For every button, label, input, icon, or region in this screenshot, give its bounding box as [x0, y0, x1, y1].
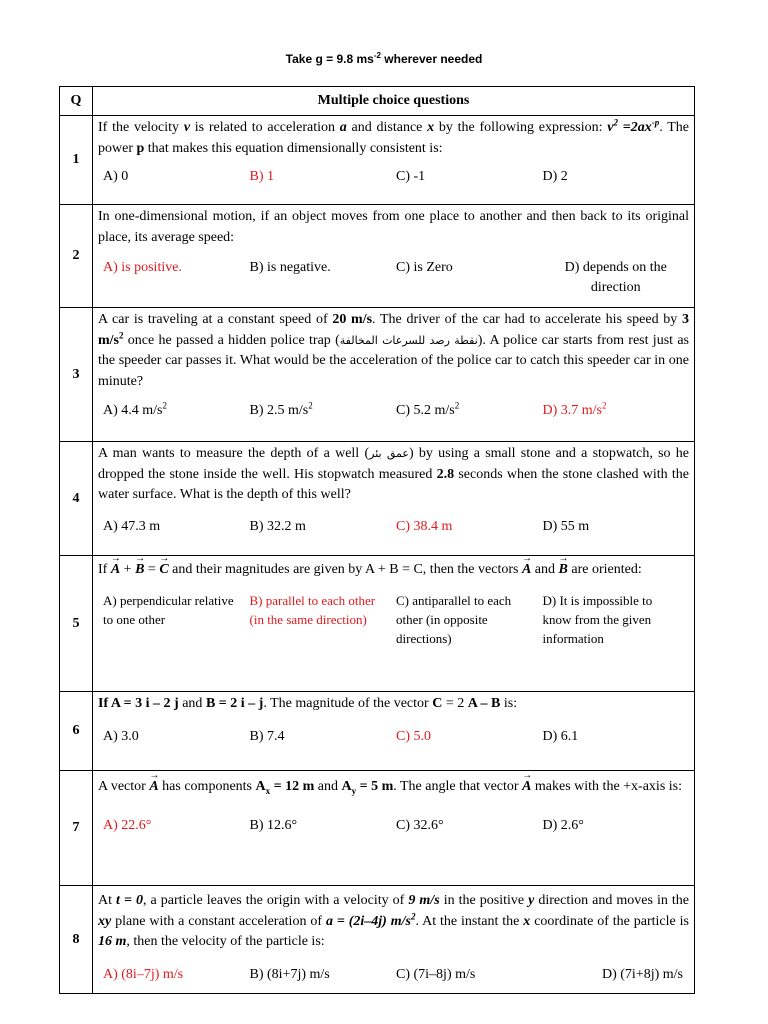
question-row-3 [60, 308, 695, 442]
question-row-5 [60, 556, 695, 692]
col-q-header: Q [60, 87, 93, 116]
option-b[interactable]: B) 1 [249, 169, 274, 184]
options-row [93, 517, 694, 537]
option-d[interactable]: D) 55 m [542, 518, 590, 534]
option-d[interactable]: D) (7i+8j) m/s [602, 966, 683, 982]
option-d[interactable]: D) 3.7 $m/s^2$ [542, 400, 607, 418]
option-a[interactable]: A) (8i–7j) m/s [103, 966, 184, 982]
option-d[interactable]: D) 2 [542, 169, 568, 184]
question-row-6 [60, 692, 695, 771]
question-number: 8 [60, 886, 93, 994]
options-row [93, 965, 694, 985]
option-a[interactable]: A) 0 [103, 169, 129, 184]
question-row-2 [60, 205, 695, 308]
question-text: If → A + → B = → C and their magnitudes are given by A + B = C, then the vectors → A and → B are oriented: [93, 556, 694, 581]
option-c[interactable]: C) 38.4 m [396, 518, 453, 534]
option-c[interactable]: C) 32.6° [396, 817, 444, 833]
option-b[interactable]: B) (8i+7j) m/s [249, 966, 330, 982]
question-row-4 [60, 442, 695, 556]
options-row [93, 401, 694, 421]
option-b[interactable]: B) is negative. [249, 260, 331, 275]
option-b[interactable]: B) parallel to each other (in the same direction) [249, 592, 376, 627]
options-row [93, 816, 694, 836]
question-text: If the velocity v is related to acceleration a and distance x by the following expression: $v^2 =2ax^{-p}$. The power p that makes this equation dimensionally consistent is: [98, 117, 690, 156]
option-b[interactable]: B) 12.6° [249, 817, 298, 833]
question-number: 4 [60, 442, 93, 556]
option-c[interactable]: C) (7i–8j) m/s [396, 966, 476, 982]
questions-table [59, 86, 695, 994]
option-b[interactable]: B) 32.2 m [249, 518, 306, 534]
question-text: A vector → A has components $A_x = 12$ m and $A_y = 5$ m. The angle that vector → A makes with the +x-axis is: [93, 771, 694, 798]
question-row-7 [60, 771, 695, 886]
option-b[interactable]: B) 7.4 [249, 728, 285, 744]
options-row [93, 727, 694, 747]
question-number: 5 [60, 556, 93, 692]
question-row-1 [60, 116, 695, 205]
question-text: At t = 0, a particle leaves the origin with a velocity of 9 m/s in the positive y direction and moves in the xy plane with a constant acceleration of a = (2i–4j) $m/s^2$. At the instant the x coordinate of the particle is 16 m, then the velocity of the particle is: [98, 893, 690, 949]
option-a[interactable]: A) is positive. [103, 260, 182, 275]
option-d[interactable]: D) depends on the direction [564, 260, 667, 295]
options-row [93, 258, 694, 298]
question-text: If A = 3 i – 2 j and B = 2 i – j. The magnitude of the vector C = 2 A – B is: [98, 696, 518, 711]
option-c[interactable]: C) -1 [396, 169, 426, 184]
question-row-8 [60, 886, 695, 994]
option-a[interactable]: A) 22.6° [103, 817, 152, 833]
options-row [93, 591, 694, 648]
option-d[interactable]: D) It is impossible to know from the given information [542, 592, 653, 646]
options-row [93, 167, 694, 187]
option-c[interactable]: C) is Zero [396, 260, 453, 275]
option-c[interactable]: C) antiparallel to each other (in opposite directions) [396, 592, 512, 646]
option-d[interactable]: D) 6.1 [542, 728, 579, 744]
question-number: 6 [60, 692, 93, 771]
option-a[interactable]: A) 3.0 [103, 728, 139, 744]
option-a[interactable]: A) 4.4 $m/s^2$ [103, 400, 167, 418]
table-header-row [60, 87, 695, 116]
question-text: A man wants to measure the depth of a well (عمق بئر) by using a small stone and a stopwatch, so he dropped the stone inside the well. His stopwatch measured 2.8 seconds when the stone clashed with the water surface. What is the depth of this well? [98, 446, 690, 502]
col-title-header: Multiple choice questions [93, 87, 695, 116]
option-d[interactable]: D) 2.6° [542, 817, 584, 833]
option-a[interactable]: A) perpendicular relative to one other [103, 592, 234, 627]
page-header: Take g = 9.8 $ms^{-2}$ wherever needed [285, 51, 483, 66]
question-text: In one-dimensional motion, if an object moves from one place to another and then back to its original place, its average speed: [98, 209, 689, 245]
question-number: 3 [60, 308, 93, 442]
option-c[interactable]: C) 5.0 [396, 728, 431, 744]
question-text: A car is traveling at a constant speed of 20 m/s. The driver of the car had to accelerate his speed by 3 $m/s^2$ once he passed a hidden police trap (نقطة رصد للسرعات المخالفة). A police car starts from rest just as the speeder car passes it. What would be the acceleration of the police car to catch this speeder car in one minute? [98, 312, 689, 389]
question-number: 2 [60, 205, 93, 308]
question-number: 7 [60, 771, 93, 886]
option-c[interactable]: C) 5.2 $m/s^2$ [396, 400, 460, 418]
question-number: 1 [60, 116, 93, 205]
option-b[interactable]: B) 2.5 $m/s^2$ [249, 400, 313, 418]
option-a[interactable]: A) 47.3 m [103, 518, 161, 534]
